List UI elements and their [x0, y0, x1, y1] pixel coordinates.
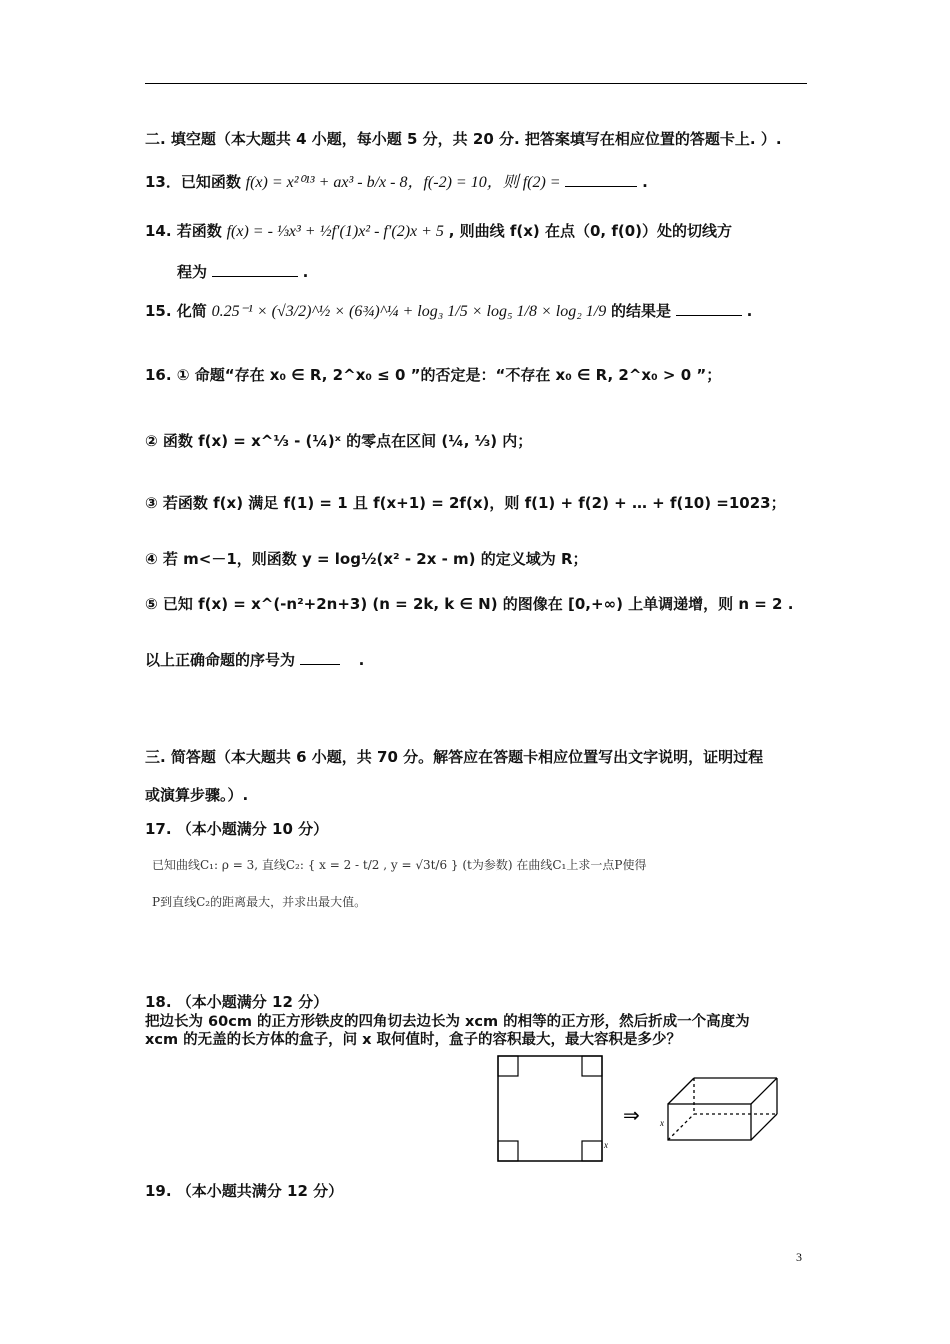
q15-number: 15. 化简 — [145, 302, 207, 320]
question-14-line2 — [177, 262, 308, 281]
q13-tail: . — [642, 173, 648, 191]
section2-heading: 二. 填空题（本大题共 4 小题，每小题 5 分，共 20 分. 把答案填写在相应位置的答题卡上. ）. — [145, 130, 782, 148]
page-number: 3 — [796, 1250, 802, 1264]
q17-title: 17. （本小题满分 10 分） — [145, 820, 329, 838]
section3-heading-line2: 或演算步骤。）. — [145, 786, 249, 804]
q16-ask-text: 以上正确命题的序号为 — [145, 651, 296, 669]
q15-tail: . — [746, 302, 753, 320]
box-folding-figure — [490, 1052, 790, 1167]
arrow-icon: ⇒ — [623, 1103, 640, 1127]
q19-title: 19. （本小题共满分 12 分） — [145, 1182, 344, 1200]
q13-formula: f(x) = x²⁰¹³ + ax³ - b/x - 8，f(-2) = 10，则 f(2) = — [245, 174, 561, 191]
q13-answer-blank[interactable] — [565, 172, 637, 187]
q16-item-3: ③ 若函数 f(x) 满足 f(1) = 1 且 f(x+1) = 2f(x)，则 f(1) + f(2) + … + f(10) =1023； — [145, 494, 786, 512]
box-x-label: x — [660, 1118, 664, 1128]
q18-body-line2: xcm 的无盖的长方体的盒子，问 x 取何值时，盒子的容积最大，最大容积是多少？ — [145, 1032, 682, 1048]
q14-tail: . — [302, 263, 309, 281]
question-14 — [145, 222, 732, 241]
q15-mid: 的结果是 — [610, 302, 671, 320]
q15-answer-blank[interactable] — [676, 301, 742, 316]
q14-formula: f(x) = - ⅓x³ + ½f′(1)x² - f′(2)x + 5 — [226, 223, 444, 240]
q13-number: 13．已知函数 — [145, 173, 241, 191]
q17-body-line2: P到直线C₂的距离最大，并求出最大值。 — [152, 895, 367, 909]
q14-answer-blank[interactable] — [212, 262, 298, 277]
q16-item-1: 16. ① 命题“存在 x₀ ∈ R, 2^x₀ ≤ 0 ”的否定是：“不存在 x₀ ∈ R, 2^x₀ > 0 ”； — [145, 366, 722, 384]
q16-item-4: ④ 若 m<－1，则函数 y = log½(x² - 2x - m) 的定义域为 R； — [145, 550, 588, 568]
header-rule — [145, 83, 807, 84]
q14-number: 14. 若函数 — [145, 222, 222, 240]
question-13 — [145, 172, 648, 192]
q18-body-line1: 把边长为 60cm 的正方形铁皮的四角切去边长为 xcm 的相等的正方形，然后折成一个高度为 — [145, 1014, 750, 1030]
q16-item-5: ⑤ 已知 f(x) = x^(-n²+2n+3) (n = 2k, k ∈ N) 的图像在 [0,+∞) 上单调递增，则 n = 2 . — [145, 595, 794, 613]
q18-title: 18. （本小题满分 12 分） — [145, 993, 329, 1011]
q14-line2: 程为 — [177, 263, 208, 281]
open-box-figure — [668, 1078, 777, 1140]
q16-tail: . — [358, 651, 365, 669]
flat-sheet-figure — [498, 1056, 602, 1161]
q14-mid: , 则曲线 f(x) 在点（0, f(0)）处的切线方 — [448, 222, 733, 240]
q16-item-2: ② 函数 f(x) = x^⅓ - (¼)ˣ 的零点在区间 (¼, ⅓) 内； — [145, 432, 533, 450]
question-15 — [145, 301, 752, 321]
q17-body-line1: 已知曲线C₁: ρ = 3, 直线C₂: { x = 2 - t/2 , y = √3t/6 } (t为参数) 在曲线C₁上求一点P使得 — [152, 858, 647, 872]
sheet-x-label: x — [604, 1140, 608, 1150]
q16-ask — [145, 650, 364, 669]
q15-formula: 0.25⁻¹ × (√3/2)^½ × (6¾)^¼ + log₃ 1/5 × log₅ 1/8 × log₂ 1/9 — [211, 303, 607, 320]
q16-answer-blank[interactable] — [300, 650, 340, 665]
section3-heading-line1: 三. 简答题（本大题共 6 小题，共 70 分。解答应在答题卡相应位置写出文字说明，证明过程 — [145, 748, 764, 766]
